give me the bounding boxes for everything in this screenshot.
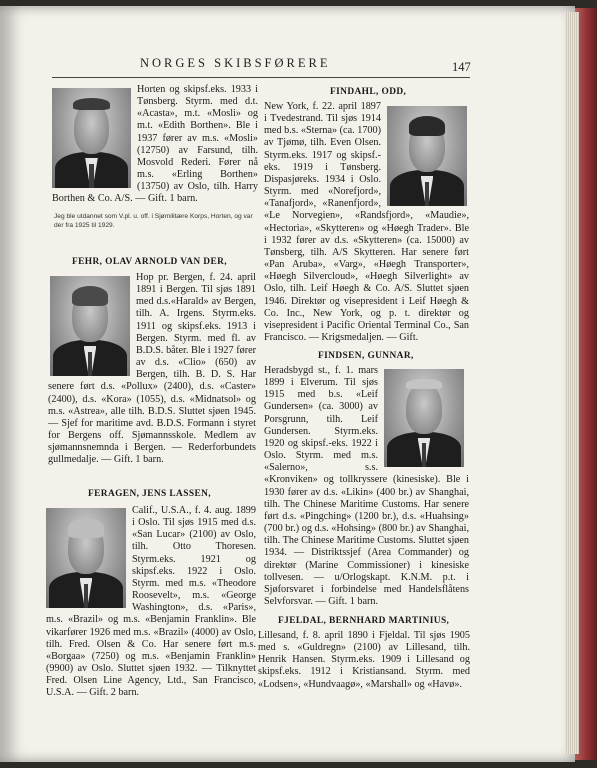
page-edges xyxy=(565,12,579,754)
header-rule xyxy=(52,77,470,78)
entry-name-fehr: FEHR, OLAV ARNOLD VAN DER, xyxy=(72,257,228,267)
entry-text-1: Horten og skipsf.eks. 1933 i Tønsberg. Styrm. med d.t. «Acasta», m.t. «Mosli» og m.t. «Edith Borthen». Ble i 1937 fører av m.s. «Mosli» (12750) av Farsund, tilh. Mosvold Rederi. Fører nå m.s. «Erling Borthen» (13750) av Oslo, tilh. Harry Borthen & Co. A/S. — Gift. 1 barn. xyxy=(52,84,258,205)
entry-text-findsen: Heradsbygd st., f. 1. mars 1899 i Elverum. Til sjøs 1915 med b.s. «Leif Gundersen» (ca. 3000) av Porsgrunn, tilh. Leif Gundersen. Styrm.eks. 1920 og skipsf.-eks. 1922 i Oslo. Styrm. med m.s. «Salerno», s.s. «Kronviken» og tollkryssere (kinesiske). Ble i 1930 fører av d.s. «Likin» (400 br.) av Shanghai, tilh. The Chinese Maritime Customs. Har senere ført d.s. «Pingching» (1200 br.), d.s. «Huahsing» (700 br.) og d.s. «Hohsing» (800 br.) av Shanghai, tilh. The Chinese Maritime Customs. Sluttet sjøen 1934. — Distriktssjef (Area Commander) og direktør (Marine Commissioner) i kinesiske tollvesen. — u/Orlogskapt. K.N.M. p.t. i Sjøforsvaret i forbindelse med Handelsflåtens Selvforsvar. — Gift. 1 barn. xyxy=(264,365,469,607)
entry-text-fehr: Hop pr. Bergen, f. 24. april 1891 i Bergen. Til sjøs 1891 med d.s.«Harald» av Bergen, tilh. A. Irgens. Styrm.eks. 1911 og skipsf.eks. 1913 i Bergen. Styrm. med fl. av B.D.S. båter. Ble i 1927 fører av d.s. «Clio» (650) av Bergen, tilh. B. D. S. Har senere ført d.s. «Pollux» (2400), d.s. «Caster» (2400), d.s. «Kora» (1055), d.s. «Midnatsol» og m.s. «Astrea», alle tilh. B.D.S. Sluttet sjøen 1945. — Sjef for maritime avd. B.D.S. Formann i styret for Bergens off. Sjømannsskole. Medlem av sjømannsnemnda i Bergen. — Rederforbundets gullmedalje. — Gift. 1 barn. xyxy=(48,272,256,466)
entry-text-feragen: Calif., U.S.A., f. 4. aug. 1899 i Oslo. Til sjøs 1915 med d.s. «San Lucar» (2100) av Oslo, tilh. Otto Thoresen. Styrm.eks. 1921 og skipsf.eks. 1922 i Oslo. Styrm. med m.s. «Theodore Roosevelt», m.s. «George Washington», d.s. «Paris», m.s. «Brazil» og m.s. «Benjamin Franklin». Ble vikarfører 1926 med m.s. «Brazil» (4000) av Oslo, tilh. Fred. Olsen & Co. Har senere ført m.s. «Borgaa» (7250) og m.s. «Benjamin Franklin» (9900) av Oslo. Sluttet sjøen 1932. — Tilknyttet Fred. Olsen Line Agency, Ltd., San Francisco, U.S.A. — Gift. 2 barn. xyxy=(46,505,256,699)
entry-text-fjeldal: Lillesand, f. 8. april 1890 i Fjeldal. Til sjøs 1905 med s. «Guldregn» (2100) av Lillesand, tilh. Henrik Hansen. Styrm.eks. 1909 i Lillesand og skipsf.eks. 1912 i Kristiansand. Styrm. med «Lodsen», «Hundvaagø», «Marshall» og «Havø». xyxy=(258,630,470,690)
entry-name-findahl: FINDAHL, ODD, xyxy=(330,87,407,97)
entry-text-findahl: New York, f. 22. april 1897 i Tvedestrand. Til sjøs 1914 med b.s. «Sterna» (ca. 1700) av Tjømø, tilh. Even Olsen. Styrm.eks. 1917 og skipsf.-eks. 1919 i Tønsberg. Dispasjøreks. 1934 i Oslo. Styrm. med «Norefjord», «Tanafjord», «Ranenfjord», «Le Norvegien», «Randsfjord», «Maudie», «Hectoria», «Skytteren» og «Høegh Trader». Ble i 1932 fører av d.s. «Skytteren» (ca. 15000) av Tønsberg, tilh. A/S Skytteren. Har senere ført «Pan Aruba», «Varg», «Høegh Transporter», «Høegh Silvercloud», «Høegh Silverlight» av Oslo, tilh. Leif Høegh & Co. A/S. Sluttet sjøen 1946. Direktør og visepresident i Leif Høegh & Co. Inc., New York, og p. t. direktør og visepresident i Pacific Oriental Terminal Co., San Francisco. — Krigsmedaljen. — Gift. xyxy=(264,101,469,343)
entry-note-1: Jeg ble utdannet som V.pl. u. off. i Sjømilitære Korps, Horten, og var der fra 1925 til 1929. xyxy=(54,213,253,229)
running-header: NORGES SKIBSFØRERE xyxy=(140,56,331,70)
entry-name-feragen: FERAGEN, JENS LASSEN, xyxy=(88,489,212,499)
page-number: 147 xyxy=(452,60,471,74)
entry-name-fjeldal: FJELDAL, BERNHARD MARTINIUS, xyxy=(278,616,450,626)
entry-name-findsen: FINDSEN, GUNNAR, xyxy=(318,351,414,361)
